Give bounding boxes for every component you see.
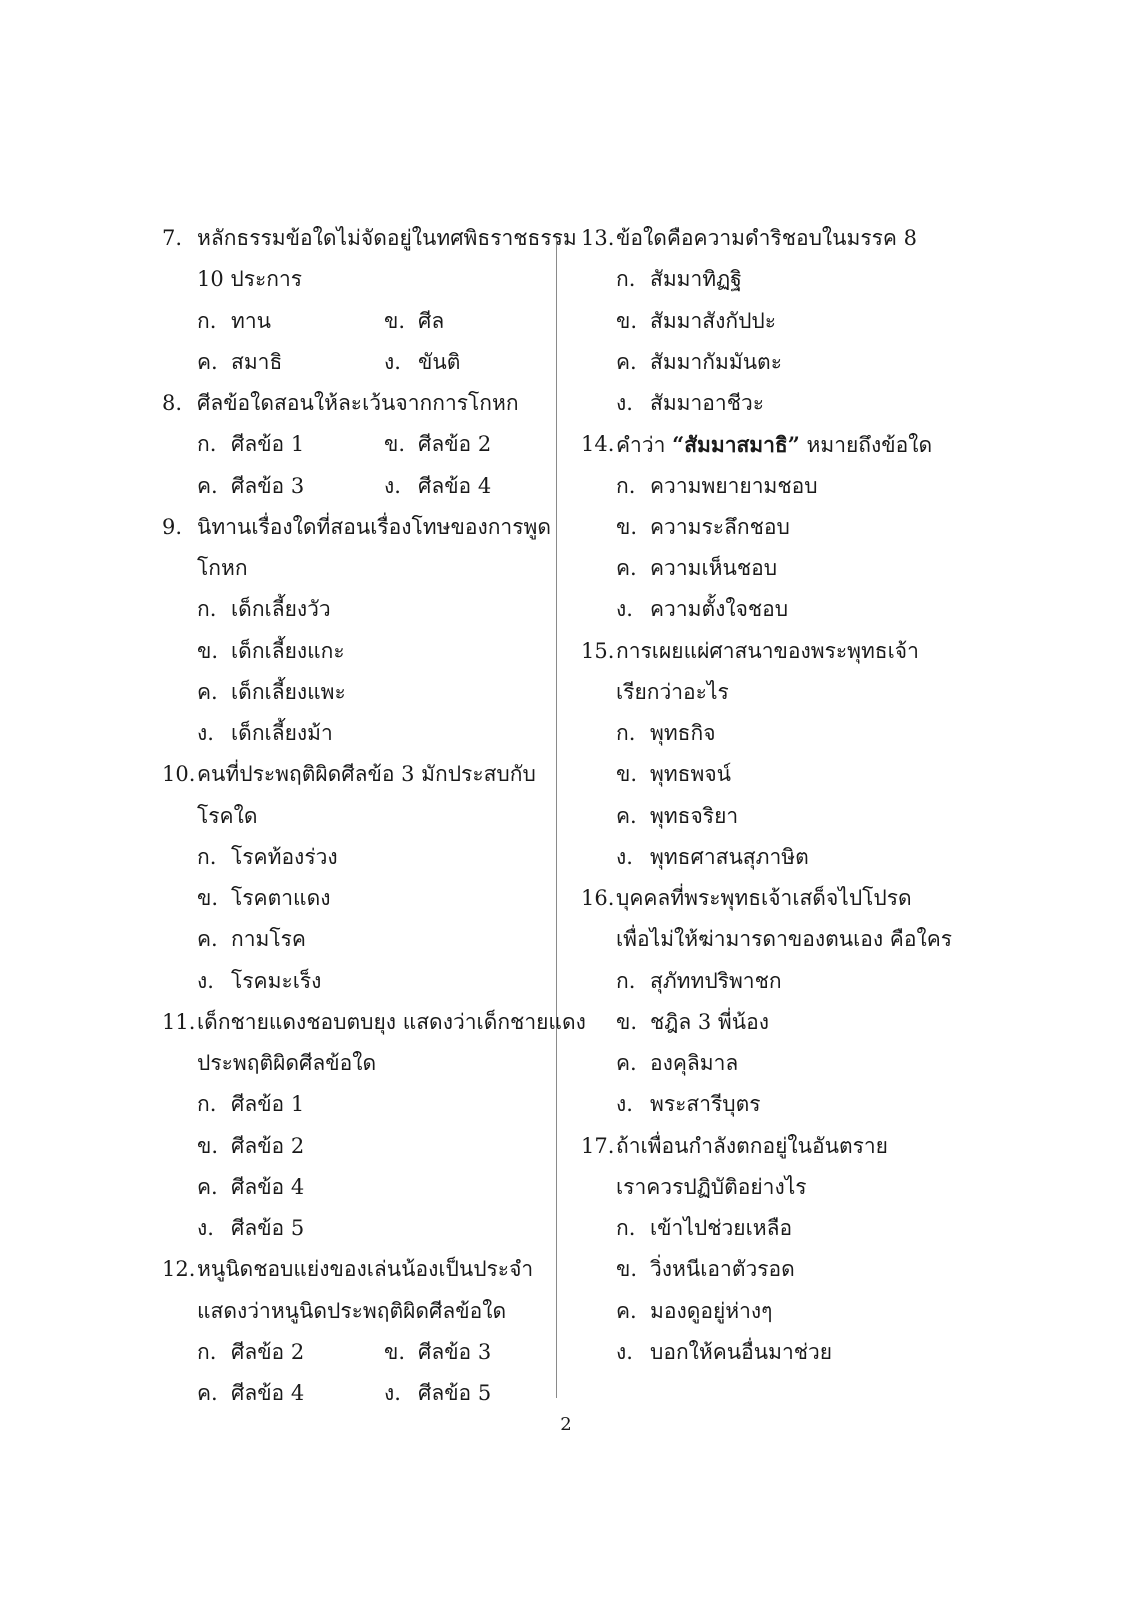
- column-divider: [556, 236, 557, 1398]
- option-a[interactable]: ก. ทาน: [197, 308, 271, 333]
- question-8: [162, 383, 554, 424]
- option-c[interactable]: ค. ศีลข้อ 4: [197, 1174, 305, 1199]
- question-7-cont: [162, 259, 554, 300]
- option-a[interactable]: ก. ความพยายามชอบ: [616, 473, 818, 498]
- question-text: คนที่ประพฤติผิดศีลข้อ 3 มักประสบกับ: [197, 762, 536, 787]
- question-text: หลักธรรมข้อใดไม่จัดอยู่ในทศพิธราชธรรม: [197, 226, 577, 250]
- option-d[interactable]: ง. เด็กเลี้ยงม้า: [197, 721, 333, 745]
- question-12-cont: [162, 1291, 554, 1332]
- option-b[interactable]: ข. โรคตาแดง: [197, 886, 331, 910]
- option-b[interactable]: ข. ศีลข้อ 2: [197, 1133, 305, 1158]
- question-number: 12.: [162, 1257, 196, 1282]
- option-b[interactable]: ข. ศีล: [384, 308, 445, 333]
- option-c[interactable]: ค. ศีลข้อ 4: [197, 1381, 305, 1405]
- options-row: [162, 466, 554, 507]
- question-10-cont: [162, 796, 554, 837]
- option-b[interactable]: ข. เด็กเลี้ยงแกะ: [197, 638, 345, 663]
- option-d[interactable]: ง. ขันติ: [384, 349, 461, 374]
- option-c[interactable]: ค. พุทธจริยา: [616, 803, 739, 828]
- option-d[interactable]: ง. ศีลข้อ 4: [384, 473, 492, 498]
- question-text-cont: แสดงว่าหนูนิดประพฤติผิดศีลข้อใด: [197, 1298, 507, 1323]
- question-9-cont: [162, 548, 554, 589]
- question-number: 13.: [581, 226, 615, 250]
- question-17: [581, 1126, 981, 1167]
- question-text: นิทานเรื่องใดที่สอนเรื่องโทษของการพูด: [197, 514, 551, 539]
- question-text-cont: เพื่อไม่ให้ฆ่ามารดาของตนเอง คือใคร: [616, 927, 953, 952]
- right-column: [581, 218, 981, 1373]
- question-number: 7.: [162, 226, 183, 250]
- option-d[interactable]: ง. สัมมาอาชีวะ: [616, 391, 765, 415]
- question-text-cont: เราควรปฏิบัติอย่างไร: [616, 1174, 807, 1199]
- option-a[interactable]: ก. สัมมาทิฏฐิ: [616, 267, 742, 292]
- question-number: 9.: [162, 514, 183, 539]
- question-number: 14.: [581, 432, 615, 457]
- option-d[interactable]: ง. พระสารีบุตร: [616, 1092, 761, 1117]
- question-number: 8.: [162, 391, 183, 415]
- bold-term: “สัมมาสมาธิ”: [672, 432, 800, 458]
- page-number: 2: [560, 1414, 572, 1435]
- question-text-cont: โรคใด: [197, 803, 258, 828]
- question-15-cont: [581, 672, 981, 713]
- question-11: [162, 1002, 586, 1043]
- option-a[interactable]: ก. เด็กเลี้ยงวัว: [197, 597, 331, 622]
- question-text: คำว่า “สัมมาสมาธิ” หมายถึงข้อใด: [616, 432, 933, 458]
- option-b[interactable]: ข. วิ่งหนีเอาตัวรอด: [616, 1257, 795, 1282]
- question-text-cont: 10 ประการ: [197, 267, 303, 292]
- question-text-cont: เรียกว่าอะไร: [616, 679, 729, 704]
- option-a[interactable]: ก. โรคท้องร่วง: [197, 844, 338, 869]
- question-7: [162, 218, 577, 259]
- option-a[interactable]: ก. ศีลข้อ 1: [197, 1092, 305, 1117]
- question-number: 16.: [581, 886, 615, 910]
- option-c[interactable]: ค. องคุลิมาล: [616, 1051, 739, 1075]
- question-text-cont: โกหก: [197, 556, 248, 580]
- question-14: [581, 424, 981, 465]
- question-number: 15.: [581, 638, 615, 663]
- question-15: [581, 631, 981, 672]
- question-12: [162, 1249, 554, 1290]
- option-d[interactable]: ง. ศีลข้อ 5: [384, 1381, 492, 1405]
- option-c[interactable]: ค. ศีลข้อ 3: [197, 473, 305, 498]
- options-row: [162, 301, 554, 342]
- option-a[interactable]: ก. ศีลข้อ 1: [197, 432, 305, 457]
- question-17-cont: [581, 1167, 981, 1208]
- question-13: [581, 218, 981, 259]
- question-11-cont: [162, 1043, 554, 1084]
- option-a[interactable]: ก. ศีลข้อ 2: [197, 1339, 305, 1364]
- option-b[interactable]: ข. พุทธพจน์: [616, 762, 732, 787]
- left-column: [162, 218, 586, 1414]
- question-text: ถ้าเพื่อนกำลังตกอยู่ในอันตราย: [616, 1133, 888, 1158]
- question-16-cont: [581, 919, 981, 960]
- question-text: ข้อใดคือความดำริชอบในมรรค 8: [616, 226, 917, 250]
- question-number: 10.: [162, 762, 196, 787]
- option-b[interactable]: ข. สัมมาสังกัปปะ: [616, 308, 777, 333]
- option-d[interactable]: ง. บอกให้คนอื่นมาช่วย: [616, 1339, 833, 1364]
- question-text: บุคคลที่พระพุทธเจ้าเสด็จไปโปรด: [616, 886, 912, 910]
- option-b[interactable]: ข. ความระลึกชอบ: [616, 514, 790, 539]
- question-text: การเผยแผ่ศาสนาของพระพุทธเจ้า: [616, 638, 919, 663]
- options-row: [162, 1373, 554, 1414]
- option-a[interactable]: ก. พุทธกิจ: [616, 721, 716, 745]
- option-a[interactable]: ก. เข้าไปช่วยเหลือ: [616, 1216, 793, 1240]
- question-number: 11.: [162, 1009, 196, 1034]
- option-b[interactable]: ข. ชฎิล 3 พี่น้อง: [616, 1009, 769, 1034]
- question-16: [581, 878, 981, 919]
- option-c[interactable]: ค. สัมมากัมมันตะ: [616, 349, 782, 374]
- options-row: [162, 1332, 554, 1373]
- option-a[interactable]: ก. สุภัททปริพาชก: [616, 968, 782, 993]
- option-b[interactable]: ข. ศีลข้อ 3: [384, 1339, 492, 1364]
- option-c[interactable]: ค. สมาธิ: [197, 349, 283, 374]
- question-number: 17.: [581, 1133, 615, 1158]
- option-c[interactable]: ค. เด็กเลี้ยงแพะ: [197, 679, 346, 704]
- option-c[interactable]: ค. มองดูอยู่ห่างๆ: [616, 1298, 773, 1323]
- question-text: เด็กชายแดงชอบตบยุง แสดงว่าเด็กชายแดง: [197, 1009, 586, 1034]
- option-d[interactable]: ง. พุทธศาสนสุภาษิต: [616, 844, 809, 869]
- question-9: [162, 507, 554, 548]
- question-text: หนูนิดชอบแย่งของเล่นน้องเป็นประจำ: [197, 1257, 534, 1282]
- option-c[interactable]: ค. ความเห็นชอบ: [616, 556, 778, 580]
- options-row: [162, 424, 554, 465]
- question-text: ศีลข้อใดสอนให้ละเว้นจากการโกหก: [197, 391, 519, 415]
- option-d[interactable]: ง. โรคมะเร็ง: [197, 968, 322, 993]
- option-d[interactable]: ง. ความตั้งใจชอบ: [616, 597, 789, 622]
- option-b[interactable]: ข. ศีลข้อ 2: [384, 432, 492, 457]
- question-10: [162, 754, 554, 795]
- option-d[interactable]: ง. ศีลข้อ 5: [197, 1216, 305, 1240]
- question-text-cont: ประพฤติผิดศีลข้อใด: [197, 1051, 377, 1075]
- options-row: [162, 342, 554, 383]
- option-c[interactable]: ค. กามโรค: [197, 927, 306, 952]
